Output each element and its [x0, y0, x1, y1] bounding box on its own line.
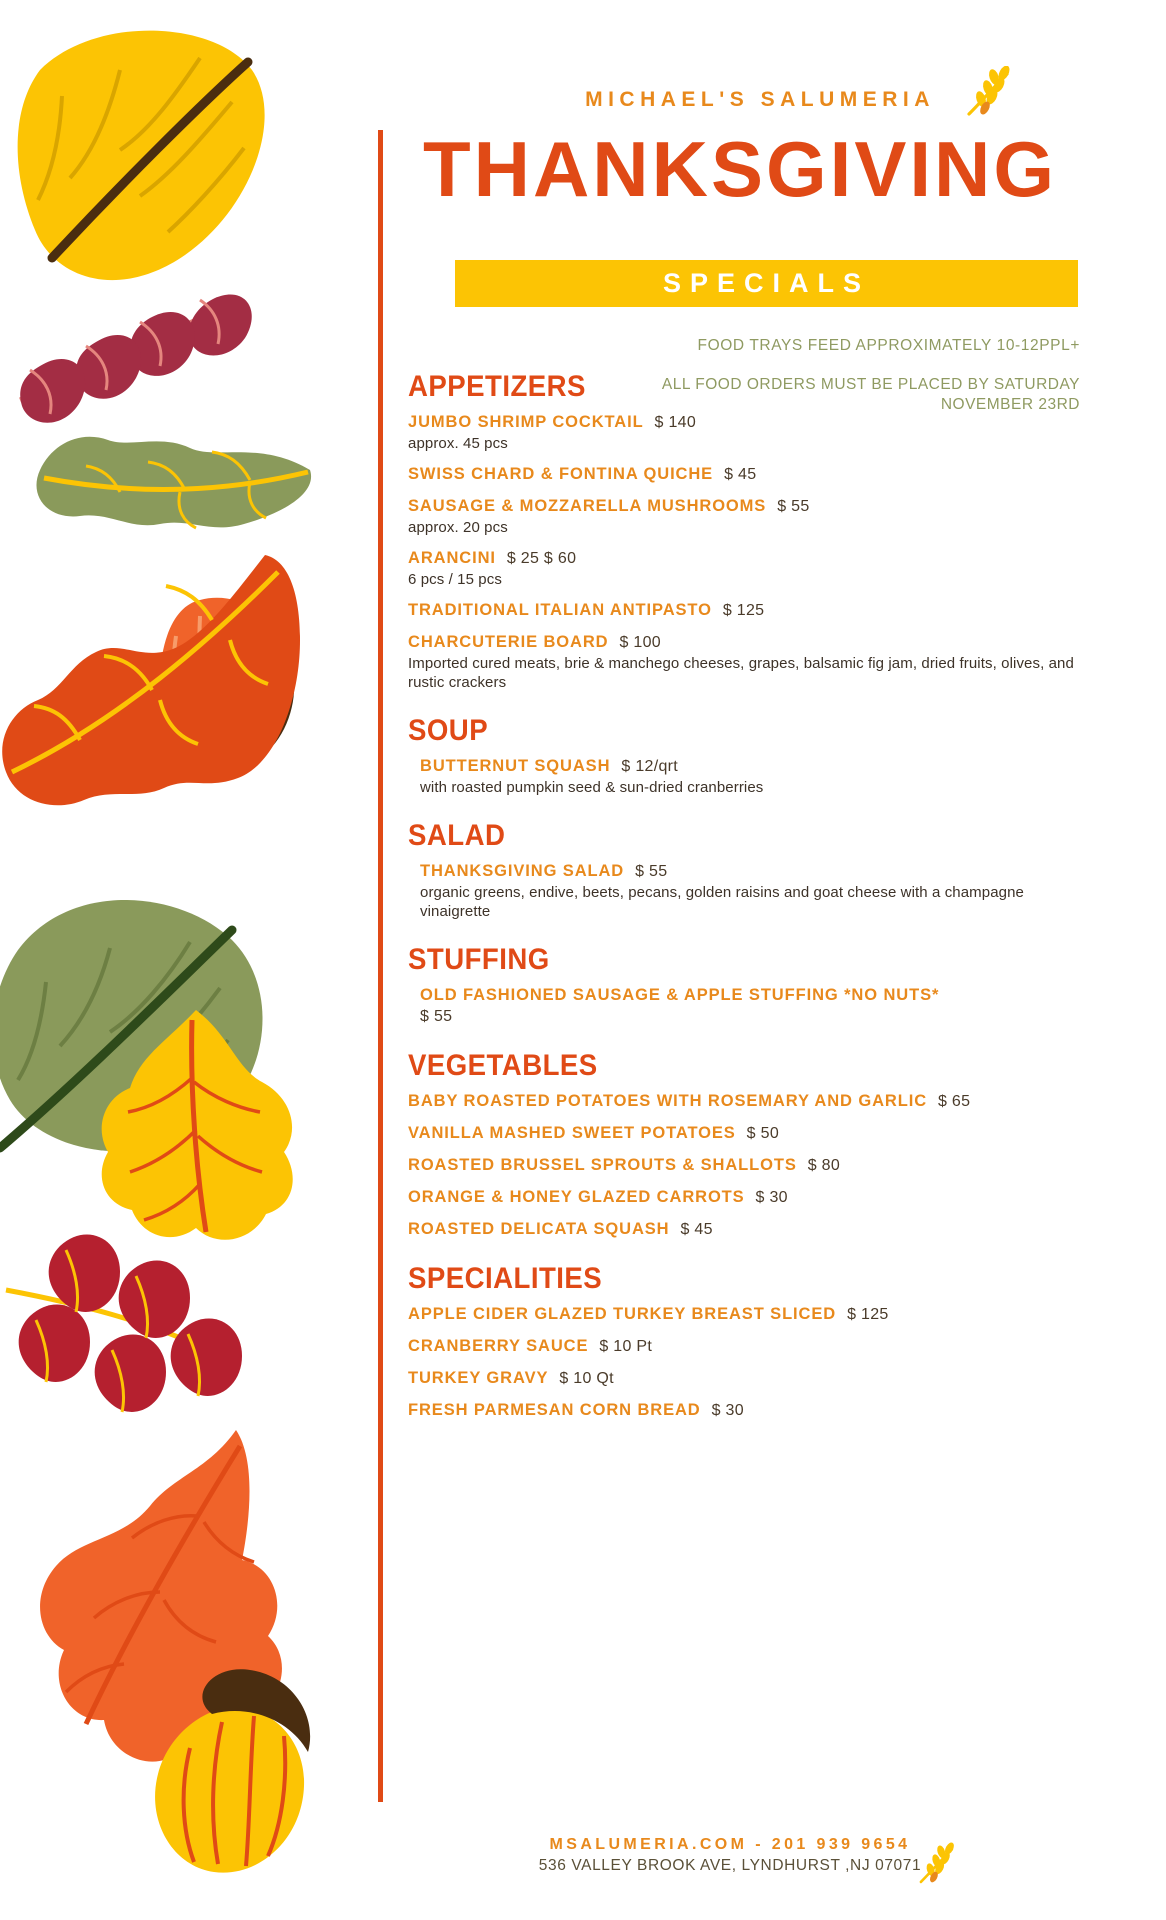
menu-item [408, 1368, 1088, 1389]
tray-serving-note: FOOD TRAYS FEED APPROXIMATELY 10-12PPL+ [697, 337, 1080, 354]
menu-item [408, 600, 1088, 621]
item-name: JUMBO SHRIMP COCKTAIL [408, 413, 644, 431]
item-price: $ 45 [680, 1221, 713, 1238]
menu-item [408, 1336, 1088, 1357]
menu-item [408, 985, 1088, 1027]
item-price: $ 50 [746, 1125, 780, 1142]
item-name: THANKSGIVING SALAD [420, 862, 625, 880]
red-leaf-branch [6, 1235, 242, 1412]
section-heading-salad: SALAD [408, 819, 506, 852]
specials-label: SPECIALS [662, 268, 871, 298]
menu-item [408, 632, 1088, 692]
menu-item [408, 1155, 1088, 1176]
footer-address: 536 VALLEY BROOK AVE, LYNDHURST ,NJ 07071 [538, 1857, 922, 1874]
item-name: CRANBERRY SAUCE [408, 1337, 589, 1355]
item-name: TURKEY GRAVY [408, 1369, 549, 1387]
item-name: APPLE CIDER GLAZED TURKEY BREAST SLICED [408, 1305, 837, 1323]
specials-banner [455, 260, 1078, 307]
footer [380, 1836, 1080, 1875]
item-name: TRADITIONAL ITALIAN ANTIPASTO [408, 601, 712, 619]
footer-contact[interactable]: MSALUMERIA.COM - 201 939 9654 [549, 1836, 911, 1853]
section-heading-vegetables: VEGETABLES [408, 1049, 598, 1082]
menu-item [408, 1219, 1088, 1240]
item-price: $ 55 [635, 863, 668, 880]
item-name: SWISS CHARD & FONTINA QUICHE [408, 465, 714, 483]
item-description: Imported cured meats, brie & manchego cheeses, grapes, balsamic fig jam, dried fruits, olives, and rustic crackers [408, 655, 1074, 691]
item-name: CHARCUTERIE BOARD [408, 633, 609, 651]
item-price: $ 25 $ 60 [506, 550, 577, 567]
item-description: approx. 20 pcs [408, 519, 508, 536]
wheat-icon-footer [916, 1842, 960, 1886]
item-description: 6 pcs / 15 pcs [408, 571, 502, 588]
item-description: approx. 45 pcs [408, 435, 508, 452]
menu-item [408, 496, 1088, 537]
item-price: $ 12/qrt [621, 758, 679, 775]
menu-item [408, 548, 1088, 589]
menu-item [408, 1123, 1088, 1144]
item-price: $ 65 [937, 1093, 971, 1110]
autumn-leaves-illustration [0, 0, 372, 1920]
section-heading-soup: SOUP [408, 714, 489, 747]
item-description: organic greens, endive, beets, pecans, golden raisins and goat cheese with a champagne vinaigrette [420, 884, 1024, 920]
menu-item [408, 1187, 1088, 1208]
item-price: $ 10 Pt [599, 1338, 653, 1355]
item-price: $ 100 [619, 634, 661, 651]
wheat-icon [963, 66, 1017, 118]
brand-name: MICHAEL'S SALUMERIA [585, 88, 935, 111]
section-heading-stuffing: STUFFING [408, 943, 550, 976]
red-orange-leaf [2, 555, 300, 805]
item-name: OLD FASHIONED SAUSAGE & APPLE STUFFING *NO NUTS* [420, 986, 940, 1004]
menu-sections [408, 370, 1088, 1432]
maroon-sprig [20, 294, 252, 422]
section-heading-specialities: SPECIALITIES [408, 1262, 603, 1295]
item-price: $ 10 Qt [559, 1370, 614, 1387]
item-price: $ 125 [847, 1306, 889, 1323]
item-price: $ 45 [724, 466, 757, 483]
menu-item [408, 464, 1088, 485]
item-name: ORANGE & HONEY GLAZED CARROTS [408, 1188, 745, 1206]
order-deadline-note: ALL FOOD ORDERS MUST BE PLACED BY SATURDAY NOVEMBER 23RD [661, 376, 1080, 413]
item-name: ROASTED DELICATA SQUASH [408, 1220, 670, 1238]
section-heading-appetizers: APPETIZERS [408, 370, 586, 403]
yellow-leaf-top [18, 31, 265, 280]
item-price: $ 55 [420, 1008, 453, 1025]
item-name: BABY ROASTED POTATOES WITH ROSEMARY AND GARLIC [408, 1092, 928, 1110]
menu-item [408, 861, 1088, 921]
item-price: $ 30 [711, 1402, 744, 1419]
item-name: SAUSAGE & MOZZARELLA MUSHROOMS [408, 497, 767, 515]
item-name: ROASTED BRUSSEL SPROUTS & SHALLOTS [408, 1156, 797, 1174]
item-price: $ 80 [807, 1157, 841, 1174]
vertical-divider [378, 130, 383, 1802]
menu-item [408, 1304, 1088, 1325]
item-name: VANILLA MASHED SWEET POTATOES [408, 1124, 736, 1142]
item-name: ARANCINI [408, 549, 496, 567]
item-price: $ 30 [755, 1189, 788, 1206]
page-title: THANKSGIVING [422, 125, 1058, 213]
item-name: BUTTERNUT SQUASH [420, 757, 611, 775]
menu-item [408, 756, 1088, 797]
item-price: $ 125 [722, 602, 765, 619]
item-name: FRESH PARMESAN CORN BREAD [408, 1401, 701, 1419]
menu-item [408, 412, 1088, 453]
olive-oak-leaf [36, 437, 311, 528]
menu-item [408, 1091, 1088, 1112]
item-description: with roasted pumpkin seed & sun-dried cranberries [420, 779, 764, 796]
menu-item [408, 1400, 1088, 1421]
item-price: $ 55 [777, 498, 810, 515]
item-price: $ 140 [654, 414, 697, 431]
